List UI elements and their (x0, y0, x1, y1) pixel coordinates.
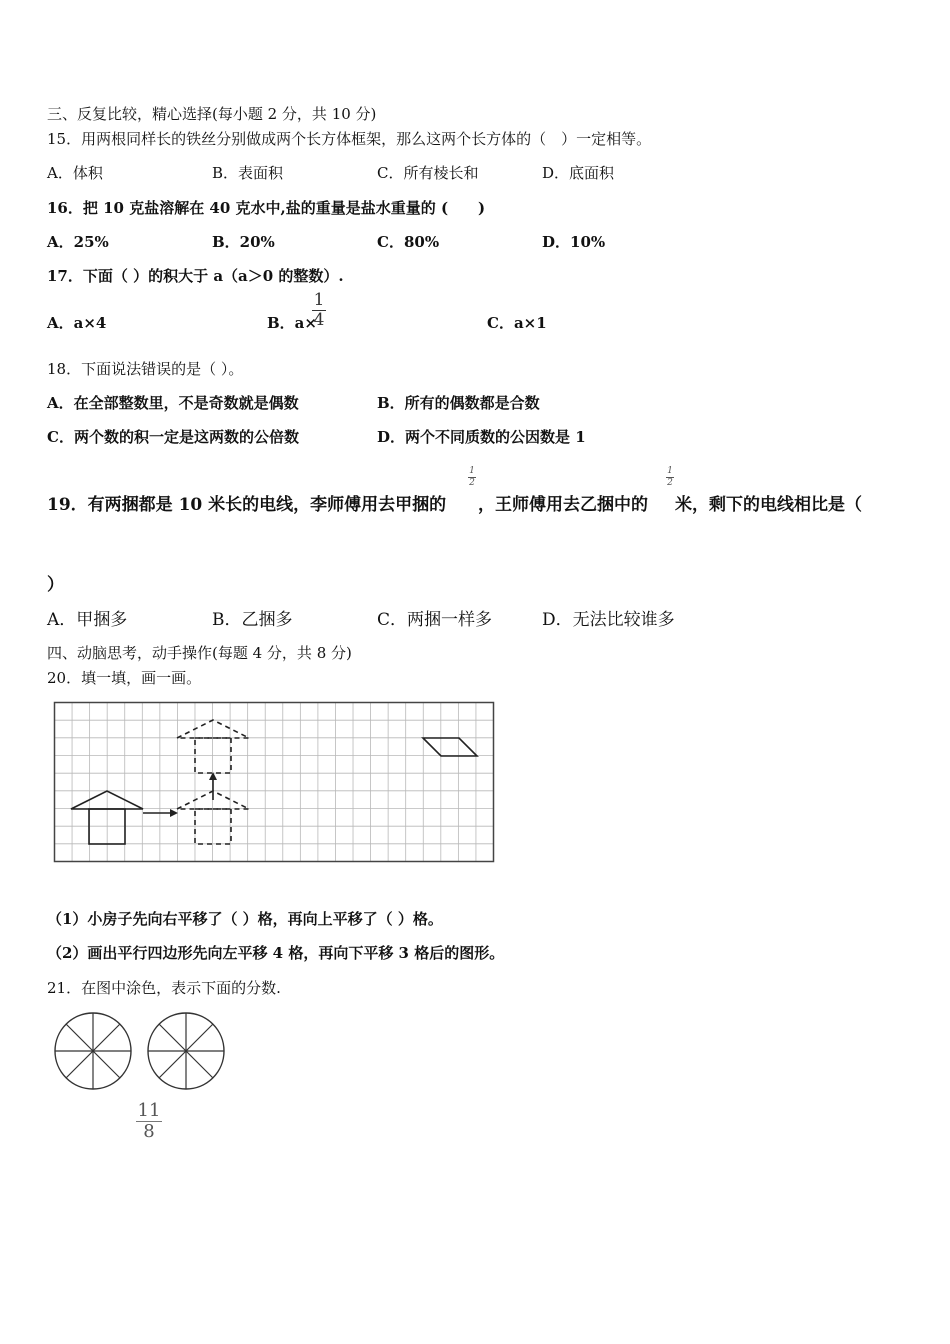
grid-lines (55, 703, 494, 862)
q19-option-d[interactable]: D．无法比较谁多 (542, 610, 675, 630)
circle-1-eighths[interactable] (55, 1013, 131, 1089)
q19-option-b[interactable]: B．乙捆多 (212, 610, 293, 630)
q16-option-c[interactable]: C．80% (377, 233, 440, 251)
arrow-right-icon (143, 809, 178, 817)
q19-stem-part2: ，王师傅用去乙捆中的 (478, 495, 648, 515)
q19-fraction-1-numerator: 1 (469, 466, 475, 476)
q18-stem: 18．下面说法错误的是（ ）。 (47, 360, 244, 378)
q18-option-c[interactable]: C．两个数的积一定是这两数的公倍数 (47, 428, 299, 446)
section-3-title: 三、反复比较，精心选择(每小题 2 分，共 10 分) (47, 105, 377, 123)
q18-option-d[interactable]: D．两个不同质数的公因数是 1 (377, 428, 586, 446)
q16-option-d[interactable]: D．10% (542, 233, 606, 251)
q15-option-c[interactable]: C．所有棱长和 (377, 164, 479, 182)
q17-fraction-denominator: 4 (313, 310, 325, 330)
q15-option-a[interactable]: A．体积 (47, 164, 103, 182)
q21-fraction (136, 1102, 162, 1141)
q20-stem: 20．填一填，画一画。 (47, 669, 202, 687)
q17-fraction-b (312, 292, 326, 329)
circle-2-eighths[interactable] (148, 1013, 224, 1089)
sector-divider (93, 1051, 120, 1078)
q18-option-b[interactable]: B．所有的偶数都是合数 (377, 394, 540, 412)
q19-stem-close: ） (47, 575, 64, 595)
q19-fraction-1-denominator: 2 (469, 478, 475, 488)
q19-fraction-2 (666, 467, 674, 488)
grid-border (55, 703, 494, 862)
q19-fraction-2-numerator: 1 (667, 466, 673, 476)
q19-fraction-2-denominator: 2 (667, 478, 673, 488)
q19-fraction-1 (468, 467, 476, 488)
house-dashed-up (177, 720, 249, 773)
q19-option-c[interactable]: C．两捆一样多 (377, 610, 493, 630)
q17-stem: 17．下面（ ）的积大于 a（a＞0 的整数）. (47, 267, 344, 285)
q19-option-a[interactable]: A．甲捆多 (47, 610, 128, 630)
q17-option-b[interactable]: B．a× (267, 314, 317, 332)
sector-divider (66, 1024, 93, 1051)
arrow-up-icon (209, 772, 217, 800)
sector-divider (159, 1051, 186, 1078)
q16-stem: 16．把 10 克盐溶解在 40 克水中,盐的重量是盐水重量的 ( ) (47, 199, 486, 217)
q17-option-c[interactable]: C．a×1 (487, 314, 547, 332)
section-4-title: 四、动脑思考，动手操作(每题 4 分，共 8 分) (47, 644, 352, 662)
q17-option-a[interactable]: A．a×4 (47, 314, 107, 332)
q15-option-d[interactable]: D．底面积 (542, 164, 615, 182)
fraction-circles (50, 1010, 235, 1092)
sector-divider (186, 1024, 213, 1051)
translation-grid-figure (52, 700, 496, 865)
q21-fraction-denominator: 8 (143, 1121, 155, 1142)
q19-stem-part3: 米，剩下的电线相比是（ (675, 495, 862, 515)
q20-sub1: （1）小房子先向右平移了（ ）格，再向上平移了（ ）格。 (47, 910, 443, 928)
q15-stem: 15．用两根同样长的铁丝分别做成两个长方体框架，那么这两个长方体的（ ）一定相等。 (47, 130, 652, 148)
q16-option-b[interactable]: B．20% (212, 233, 275, 251)
q21-fraction-numerator: 11 (137, 1100, 161, 1121)
q18-option-a[interactable]: A．在全部整数里，不是奇数就是偶数 (47, 394, 299, 412)
sector-divider (93, 1024, 120, 1051)
sector-divider (186, 1051, 213, 1078)
parallelogram-shape (423, 738, 477, 756)
sector-divider (159, 1024, 186, 1051)
sector-divider (66, 1051, 93, 1078)
q20-sub2: （2）画出平行四边形先向左平移 4 格，再向下平移 3 格后的图形。 (47, 944, 505, 962)
q17-fraction-numerator: 1 (313, 290, 325, 310)
q16-option-a[interactable]: A．25% (47, 233, 109, 251)
q21-stem: 21．在图中涂色，表示下面的分数. (47, 979, 281, 997)
q15-option-b[interactable]: B．表面积 (212, 164, 284, 182)
q19-stem-part1: 19．有两捆都是 10 米长的电线，李师傅用去甲捆的 (47, 495, 447, 515)
